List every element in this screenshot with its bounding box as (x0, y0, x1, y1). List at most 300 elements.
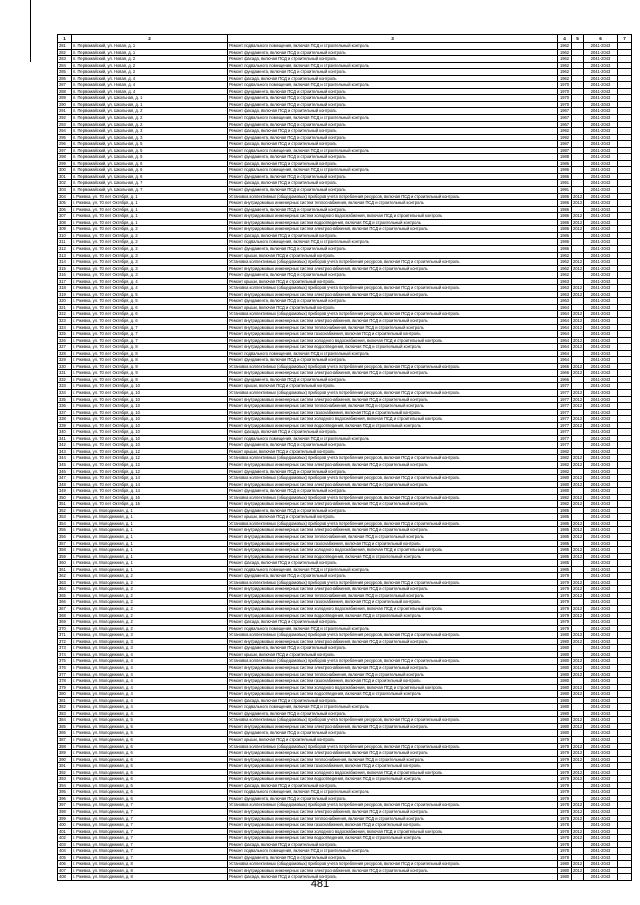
cell-work-type: Установка коллективных (общедомовых) приборов учета потребления ресурсов, включая ПСД и строительный контроль (228, 579, 558, 586)
cell-year-built: 1978 (558, 835, 572, 842)
cell-year-built: 1977 (558, 422, 572, 429)
cell-planned-period: 2041-2043 (584, 265, 618, 272)
cell-address: г. Ржевка, ул. Молодежная, д. 3 (72, 645, 228, 652)
cell-year-built: 1979 (558, 606, 572, 613)
cell-work-type: Ремонт фундамента, включая ПСД и строительный контроль (228, 442, 558, 449)
cell-work-type: Ремонт подвального помещения, включая ПСД и строительный контроль (228, 566, 558, 573)
cell-year-built: 1987 (558, 141, 572, 148)
cell-planned-period: 2041-2043 (584, 822, 618, 829)
cell-planned-period: 2041-2043 (584, 691, 618, 698)
cell-year-built: 1985 (558, 534, 572, 541)
cell-row-number: 320 (58, 298, 72, 305)
cell-work-type: Ремонт внутридомовых инженерных систем холодного водоснабжения, включая ПСД и строительный контроль (228, 416, 558, 423)
cell-work-type: Ремонт фундамента, включая ПСД и строительный контроль (228, 121, 558, 128)
cell-row-number: 349 (58, 488, 72, 495)
cell-work-type: Ремонт фасада, включая ПСД и строительный контроль (228, 782, 558, 789)
cell-address: г. Ржевка, ул. Молодежная, д. 7 (72, 848, 228, 855)
cell-planned-period: 2041-2043 (584, 789, 618, 796)
cell-year-built: 1992 (558, 134, 572, 141)
cell-year-built: 1980 (558, 710, 572, 717)
cell-planned-period: 2041-2043 (584, 475, 618, 482)
cell-planned-period: 2041-2043 (584, 579, 618, 586)
cell-planned-period: 2041-2043 (584, 684, 618, 691)
cell-work-type: Ремонт внутридомовых инженерных систем газоснабжения, включая ПСД и строительный контроль (228, 599, 558, 606)
cell-address: г. Ржевка, ул. Молодежная, д. 1 (72, 520, 228, 527)
cell-year-built: 1980 (558, 475, 572, 482)
cell-year-built: 1964 (558, 337, 572, 344)
cell-planned-period: 2041-2043 (584, 82, 618, 89)
cell-address: г. Ржевка, ул. Молодежная, д. 7 (72, 815, 228, 822)
cell-planned-period: 2041-2043 (584, 259, 618, 266)
cell-work-type: Установка коллективных (общедомовых) приборов учета потребления ресурсов, включая ПСД и строительный контроль (228, 658, 558, 665)
cell-planned-period: 2041-2043 (584, 324, 618, 331)
cell-row-number: 343 (58, 448, 72, 455)
cell-year-last-repair: 2012 (573, 403, 583, 409)
cell-year-built: 1979 (558, 789, 572, 796)
cell-planned-period: 2041-2043 (584, 160, 618, 167)
cell-row-number: 303 (58, 187, 72, 194)
cell-year-built: 1987 (558, 147, 572, 154)
cell-row-number: 322 (58, 311, 72, 318)
cell-work-type: Ремонт внутридомовых инженерных систем водоотведения, включая ПСД и строительный контроль (228, 612, 558, 619)
cell-planned-period: 2041-2043 (584, 95, 618, 102)
cell-address: п. Первомайский, ул. Новая, д. 2 (72, 62, 228, 69)
cell-work-type: Ремонт крыши, включая ПСД и строительный контроль (228, 278, 558, 285)
cell-planned-period: 2041-2043 (584, 750, 618, 757)
cell-planned-period: 2041-2043 (584, 815, 618, 822)
cell-address: г. Ржевка, ул. 70 лет Октября, д. 16 (72, 494, 228, 501)
cell-work-type: Ремонт фасада, включая ПСД и строительный контроль (228, 128, 558, 135)
cell-row-number: 342 (58, 442, 72, 449)
cell-year-built: 1962 (558, 69, 572, 76)
cell-work-type: Ремонт фундамента, включая ПСД и строительный контроль (228, 49, 558, 56)
cell-year-last-repair: 2012 (573, 265, 583, 271)
cell-year-last-repair: 2012 (573, 311, 583, 317)
cell-planned-period: 2041-2043 (584, 802, 618, 809)
cell-work-type: Ремонт внутридомовых инженерных систем водоотведения, включая ПСД и строительный контроль (228, 219, 558, 226)
cell-year-last-repair: 2012 (573, 475, 583, 481)
cell-work-type: Ремонт фасада, включая ПСД и строительный контроль (228, 232, 558, 239)
cell-work-type: Ремонт крыши, включая ПСД и строительный контроль (228, 736, 558, 743)
cell-planned-period: 2041-2043 (584, 62, 618, 69)
cell-year-built: 1980 (558, 678, 572, 685)
cell-planned-period: 2041-2043 (584, 43, 618, 50)
cell-year-built: 1978 (558, 854, 572, 861)
cell-row-number: 371 (58, 632, 72, 639)
cell-year-built: 1979 (558, 586, 572, 593)
cell-row-number: 283 (58, 56, 72, 63)
cell-planned-period: 2041-2043 (584, 658, 618, 665)
cell-row-number: 398 (58, 808, 72, 815)
cell-work-type: Ремонт внутридомовых инженерных систем электроснабжения, включая ПСД и строительный контроль (228, 586, 558, 593)
cell-work-type: Ремонт фундамента, включая ПСД и строительный контроль (228, 272, 558, 279)
cell-year-last-repair: 2012 (573, 226, 583, 232)
cell-year-last-repair: 2012 (573, 494, 583, 500)
cell-year-built: 1978 (558, 808, 572, 815)
cell-year-built: 1985 (558, 547, 572, 554)
cell-row-number: 313 (58, 252, 72, 259)
cell-year-last-repair: 2012 (573, 200, 583, 206)
cell-address: г. Ржевка, ул. 70 лет Октября, д. 12 (72, 468, 228, 475)
cell-address: г. Ржевка, ул. 70 лет Октября, д. 4 (72, 285, 228, 292)
cell-work-type: Ремонт внутридомовых инженерных систем теплоснабжения, включая ПСД и строительный контроль (228, 592, 558, 599)
cell-row-number: 281 (58, 43, 72, 50)
cell-planned-period: 2041-2043 (584, 357, 618, 364)
cell-year-built: 1963 (558, 298, 572, 305)
cell-address: г. Ржевка, ул. 70 лет Октября, д. 5 (72, 291, 228, 298)
cell-address: г. Ржевка, ул. 70 лет Октября, д. 12 (72, 462, 228, 469)
cell-work-type: Ремонт фундамента, включая ПСД и строительный контроль (228, 507, 558, 514)
cell-year-last-repair: 2012 (573, 219, 583, 225)
cell-year-built: 1991 (558, 180, 572, 187)
cell-year-built: 1978 (558, 828, 572, 835)
cell-planned-period: 2041-2043 (584, 115, 618, 122)
cell-year-built: 1986 (558, 219, 572, 226)
cell-row-number: 386 (58, 730, 72, 737)
cell-year-built: 1982 (558, 468, 572, 475)
cell-year-last-repair: 2012 (573, 534, 583, 540)
cell-year-built: 1977 (558, 416, 572, 423)
cell-address: п. Первомайский, ул. Школьная, д. 2 (72, 108, 228, 115)
cell-address: г. Ржевка, ул. 70 лет Октября, д. 2 (72, 239, 228, 246)
cell-work-type: Ремонт фасада, включая ПСД и строительный контроль (228, 560, 558, 567)
cell-row-number: 353 (58, 514, 72, 521)
cell-year-built: 1979 (558, 750, 572, 757)
cell-year-built: 1979 (558, 592, 572, 599)
cell-year-built: 1962 (558, 75, 572, 82)
cell-planned-period: 2041-2043 (584, 645, 618, 652)
cell-row-number: 296 (58, 141, 72, 148)
cell-planned-period: 2041-2043 (584, 213, 618, 220)
cell-address: г. Ржевка, ул. 70 лет Октября, д. 1 (72, 206, 228, 213)
cell-address: г. Ржевка, ул. Молодежная, д. 2 (72, 586, 228, 593)
cell-planned-period: 2041-2043 (584, 560, 618, 567)
cell-planned-period: 2041-2043 (584, 743, 618, 750)
cell-planned-period: 2041-2043 (584, 481, 618, 488)
cell-row-number: 326 (58, 337, 72, 344)
cell-planned-period: 2041-2043 (584, 638, 618, 645)
cell-address: п. Первомайский, ул. Новая, д. 4 (72, 75, 228, 82)
cell-year-built: 1979 (558, 795, 572, 802)
cell-year-built: 1964 (558, 317, 572, 324)
cell-work-type: Ремонт внутридомовых инженерных систем электроснабжения, включая ПСД и строительный контроль (228, 808, 558, 815)
cell-work-type: Ремонт фасада, включая ПСД и строительный контроль (228, 429, 558, 436)
cell-year-built: 1980 (558, 664, 572, 671)
cell-planned-period: 2041-2043 (584, 396, 618, 403)
cell-work-type: Ремонт фасада, включая ПСД и строительный контроль (228, 160, 558, 167)
cell-year-last-repair: 2012 (573, 586, 583, 592)
cell-planned-period: 2041-2043 (584, 416, 618, 423)
cell-address: г. Ржевка, ул. Молодежная, д. 2 (72, 599, 228, 606)
cell-address: г. Ржевка, ул. Молодежная, д. 4 (72, 684, 228, 691)
header-cell-year-built: 4 (558, 35, 572, 43)
cell-row-number: 323 (58, 317, 72, 324)
cell-planned-period: 2041-2043 (584, 429, 618, 436)
cell-address: п. Первомайский, ул. Новая, д. 4 (72, 82, 228, 89)
cell-address: п. Первомайский, ул. Школьная, д. 6 (72, 173, 228, 180)
cell-planned-period: 2041-2043 (584, 245, 618, 252)
cell-year-built: 1980 (558, 671, 572, 678)
cell-work-type: Ремонт внутридомовых инженерных систем электроснабжения, включая ПСД и строительный контроль (228, 481, 558, 488)
cell-address: г. Ржевка, ул. Молодежная, д. 7 (72, 835, 228, 842)
cell-row-number: 290 (58, 101, 72, 108)
cell-year-built: 1978 (558, 822, 572, 829)
cell-address: г. Ржевка, ул. 70 лет Октября, д. 7 (72, 331, 228, 338)
cell-row-number: 364 (58, 586, 72, 593)
cell-planned-period: 2041-2043 (584, 678, 618, 685)
cell-address: г. Ржевка, ул. 70 лет Октября, д. 10 (72, 429, 228, 436)
cell-year-built: 1966 (558, 370, 572, 377)
cell-address: п. Первомайский, ул. Школьная, д. 6 (72, 167, 228, 174)
cell-row-number: 380 (58, 691, 72, 698)
cell-work-type: Ремонт внутридомовых инженерных систем электроснабжения, включая ПСД и строительный контроль (228, 723, 558, 730)
cell-year-built: 1986 (558, 213, 572, 220)
cell-work-type: Ремонт фасада, включая ПСД и строительный контроль (228, 108, 558, 115)
cell-row-number: 368 (58, 612, 72, 619)
cell-planned-period: 2041-2043 (584, 376, 618, 383)
cell-address: п. Первомайский, ул. Школьная, д. 7 (72, 187, 228, 194)
cell-planned-period: 2041-2043 (584, 651, 618, 658)
cell-year-built: 1985 (558, 566, 572, 573)
cell-row-number: 336 (58, 403, 72, 410)
cell-planned-period: 2041-2043 (584, 501, 618, 508)
cell-year-last-repair: 2012 (573, 337, 583, 343)
cell-work-type: Ремонт внутридомовых инженерных систем теплоснабжения, включая ПСД и строительный контроль (228, 403, 558, 410)
cell-work-type: Ремонт внутридомовых инженерных систем водоотведения, включая ПСД и строительный контроль (228, 691, 558, 698)
cell-address: г. Ржевка, ул. 70 лет Октября, д. 9 (72, 376, 228, 383)
cell-planned-period: 2041-2043 (584, 49, 618, 56)
cell-row-number: 359 (58, 553, 72, 560)
cell-work-type: Ремонт крыши, включая ПСД и строительный контроль (228, 448, 558, 455)
cell-year-last-repair: 2012 (573, 802, 583, 808)
cell-planned-period: 2041-2043 (584, 867, 618, 874)
cell-address: г. Ржевка, ул. 70 лет Октября, д. 2 (72, 232, 228, 239)
cell-work-type: Ремонт внутридомовых инженерных систем электроснабжения, включая ПСД и строительный контроль (228, 527, 558, 534)
cell-year-built: 1979 (558, 756, 572, 763)
cell-address: г. Ржевка, ул. Молодежная, д. 4 (72, 664, 228, 671)
cell-work-type: Ремонт крыши, включая ПСД и строительный контроль (228, 651, 558, 658)
cell-planned-period: 2041-2043 (584, 730, 618, 737)
cell-address: г. Ржевка, ул. 70 лет Октября, д. 7 (72, 337, 228, 344)
cell-address: г. Ржевка, ул. 70 лет Октября, д. 8 (72, 350, 228, 357)
cell-address: п. Первомайский, ул. Школьная, д. 2 (72, 121, 228, 128)
cell-row-number: 284 (58, 62, 72, 69)
cell-planned-period: 2041-2043 (584, 278, 618, 285)
cell-row-number: 401 (58, 828, 72, 835)
cell-year-last-repair: 2012 (573, 344, 583, 350)
cell-year-last-repair: 2012 (573, 481, 583, 487)
cell-year-built: 1977 (558, 442, 572, 449)
cell-year-last-repair: 2012 (573, 396, 583, 402)
cell-planned-period: 2041-2043 (584, 134, 618, 141)
cell-address: п. Первомайский, ул. Новая, д. 1 (72, 43, 228, 50)
cell-year-last-repair: 2012 (573, 664, 583, 670)
cell-work-type: Ремонт внутридомовых инженерных систем газоснабжения, включая ПСД и строительный контроль (228, 763, 558, 770)
cell-row-number: 377 (58, 671, 72, 678)
cell-work-type: Ремонт внутридомовых инженерных систем электроснабжения, включая ПСД и строительный контроль (228, 664, 558, 671)
cell-work-type: Ремонт подвального помещения, включая ПСД и строительный контроль (228, 848, 558, 855)
cell-year-built: 1980 (558, 632, 572, 639)
cell-year-built: 1982 (558, 501, 572, 508)
cell-planned-period: 2041-2043 (584, 717, 618, 724)
cell-planned-period: 2041-2043 (584, 291, 618, 298)
cell-work-type: Ремонт внутридомовых инженерных систем водоотведения, включая ПСД и строительный контроль (228, 553, 558, 560)
cell-year-built: 1980 (558, 684, 572, 691)
cell-year-built: 1991 (558, 187, 572, 194)
cell-work-type: Ремонт внутридомовых инженерных систем холодного водоснабжения, включая ПСД и строительный контроль (228, 769, 558, 776)
cell-row-number: 327 (58, 344, 72, 351)
cell-year-built: 1986 (558, 239, 572, 246)
cell-year-built: 1985 (558, 527, 572, 534)
cell-address: г. Ржевка, ул. 70 лет Октября, д. 6 (72, 317, 228, 324)
cell-planned-period: 2041-2043 (584, 75, 618, 82)
cell-work-type: Ремонт внутридомовых инженерных систем электроснабжения, включая ПСД и строительный контроль (228, 226, 558, 233)
cell-row-number: 332 (58, 376, 72, 383)
cell-year-built: 1979 (558, 599, 572, 606)
cell-work-type: Ремонт внутридомовых инженерных систем теплоснабжения, включая ПСД и строительный контроль (228, 534, 558, 541)
cell-year-last-repair: 2012 (573, 808, 583, 814)
cell-work-type: Ремонт подвального помещения, включая ПСД и строительный контроль (228, 147, 558, 154)
cell-year-built: 1985 (558, 507, 572, 514)
cell-work-type: Ремонт фасада, включая ПСД и строительный контроль (228, 874, 558, 881)
cell-work-type: Ремонт фундамента, включая ПСД и строительный контроль (228, 187, 558, 194)
cell-planned-period: 2041-2043 (584, 56, 618, 63)
cell-address: г. Ржевка, ул. Молодежная, д. 6 (72, 789, 228, 796)
cell-work-type: Установка коллективных (общедомовых) приборов учета потребления ресурсов, включая ПСД и строительный контроль (228, 520, 558, 527)
cell-row-number: 363 (58, 579, 72, 586)
cell-work-type: Ремонт подвального помещения, включая ПСД и строительный контроль (228, 704, 558, 711)
cell-year-built: 1985 (558, 520, 572, 527)
cell-row-number: 335 (58, 396, 72, 403)
cell-planned-period: 2041-2043 (584, 671, 618, 678)
cell-address: г. Ржевка, ул. Молодежная, д. 7 (72, 808, 228, 815)
cell-row-number: 325 (58, 331, 72, 338)
cell-address: г. Ржевка, ул. Молодежная, д. 6 (72, 795, 228, 802)
binding-line (30, 0, 31, 62)
cell-row-number: 333 (58, 383, 72, 390)
cell-address: г. Ржевка, ул. 70 лет Октября, д. 14 (72, 475, 228, 482)
cell-year-built: 1985 (558, 560, 572, 567)
cell-planned-period: 2041-2043 (584, 141, 618, 148)
cell-year-last-repair: 2012 (573, 553, 583, 559)
cell-row-number: 384 (58, 717, 72, 724)
cell-year-built: 1962 (558, 62, 572, 69)
cell-address: г. Ржевка, ул. 70 лет Октября, д. 16 (72, 501, 228, 508)
cell-row-number: 379 (58, 684, 72, 691)
cell-row-number: 375 (58, 658, 72, 665)
cell-work-type: Установка коллективных (общедомовых) приборов учета потребления ресурсов, включая ПСД и строительный контроль (228, 475, 558, 482)
cell-planned-period: 2041-2043 (584, 586, 618, 593)
cell-planned-period: 2041-2043 (584, 828, 618, 835)
cell-year-built: 1964 (558, 311, 572, 318)
cell-row-number: 319 (58, 291, 72, 298)
cell-work-type: Установка коллективных (общедомовых) приборов учета потребления ресурсов, включая ПСД и строительный контроль (228, 193, 558, 200)
cell-year-last-repair: 2012 (573, 867, 583, 873)
cell-row-number: 373 (58, 645, 72, 652)
cell-address: г. Ржевка, ул. Молодежная, д. 8 (72, 861, 228, 868)
cell-row-number: 288 (58, 88, 72, 95)
cell-row-number: 293 (58, 121, 72, 128)
cell-work-type: Установка коллективных (общедомовых) приборов учета потребления ресурсов, включая ПСД и строительный контроль (228, 455, 558, 462)
cell-year-built: 1985 (558, 553, 572, 560)
cell-planned-period: 2041-2043 (584, 252, 618, 259)
cell-row-number: 301 (58, 173, 72, 180)
cell-address: г. Ржевка, ул. Молодежная, д. 1 (72, 527, 228, 534)
cell-work-type: Ремонт внутридомовых инженерных систем водоотведения, включая ПСД и строительный контроль (228, 422, 558, 429)
cell-row-number: 317 (58, 278, 72, 285)
cell-planned-period: 2041-2043 (584, 154, 618, 161)
cell-row-number: 378 (58, 678, 72, 685)
cell-work-type: Установка коллективных (общедомовых) приборов учета потребления ресурсов, включая ПСД и строительный контроль (228, 717, 558, 724)
cell-year-last-repair: 2012 (573, 815, 583, 821)
cell-work-type: Ремонт фасада, включая ПСД и строительный контроль (228, 619, 558, 626)
cell-address: г. Ржевка, ул. Молодежная, д. 2 (72, 612, 228, 619)
cell-row-number: 286 (58, 75, 72, 82)
cell-row-number: 367 (58, 606, 72, 613)
cell-planned-period: 2041-2043 (584, 298, 618, 305)
cell-address: г. Ржевка, ул. Молодежная, д. 4 (72, 697, 228, 704)
cell-planned-period: 2041-2043 (584, 403, 618, 410)
cell-address: г. Ржевка, ул. Молодежная, д. 2 (72, 606, 228, 613)
cell-row-number: 348 (58, 481, 72, 488)
cell-year-built: 1985 (558, 540, 572, 547)
cell-year-built: 1979 (558, 776, 572, 783)
cell-year-built: 1980 (558, 704, 572, 711)
cell-work-type: Ремонт фасада, включая ПСД и строительный контроль (228, 56, 558, 63)
cell-work-type: Ремонт фундамента, включая ПСД и строительный контроль (228, 101, 558, 108)
cell-address: г. Ржевка, ул. 70 лет Октября, д. 1 (72, 219, 228, 226)
cell-year-last-repair: 2012 (573, 389, 583, 395)
cell-address: г. Ржевка, ул. Молодежная, д. 1 (72, 553, 228, 560)
cell-row-number: 321 (58, 304, 72, 311)
cell-address: г. Ржевка, ул. Молодежная, д. 8 (72, 867, 228, 874)
cell-row-number: 309 (58, 226, 72, 233)
cell-address: г. Ржевка, ул. 70 лет Октября, д. 10 (72, 396, 228, 403)
cell-row-number: 356 (58, 534, 72, 541)
cell-address: г. Ржевка, ул. Молодежная, д. 2 (72, 619, 228, 626)
cell-address: г. Ржевка, ул. Молодежная, д. 2 (72, 625, 228, 632)
cell-address: г. Ржевка, ул. Молодежная, д. 4 (72, 651, 228, 658)
cell-row-number: 405 (58, 854, 72, 861)
cell-planned-period: 2041-2043 (584, 599, 618, 606)
cell-planned-period: 2041-2043 (584, 462, 618, 469)
cell-row-number: 305 (58, 200, 72, 207)
cell-row-number: 298 (58, 154, 72, 161)
cell-row-number: 295 (58, 134, 72, 141)
cell-planned-period: 2041-2043 (584, 874, 618, 881)
cell-address: г. Ржевка, ул. Молодежная, д. 5 (72, 717, 228, 724)
cell-work-type: Ремонт фасада, включая ПСД и строительный контроль (228, 75, 558, 82)
cell-year-last-repair: 2012 (573, 606, 583, 612)
cell-year-last-repair: 2012 (573, 861, 583, 867)
cell-row-number: 369 (58, 619, 72, 626)
cell-address: г. Ржевка, ул. Молодежная, д. 2 (72, 579, 228, 586)
cell-work-type: Ремонт подвального помещения, включая ПСД и строительный контроль (228, 350, 558, 357)
cell-planned-period: 2041-2043 (584, 383, 618, 390)
cell-planned-period: 2041-2043 (584, 442, 618, 449)
cell-year-built: 1979 (558, 769, 572, 776)
cell-address: г. Ржевка, ул. Молодежная, д. 1 (72, 566, 228, 573)
cell-planned-period: 2041-2043 (584, 835, 618, 842)
cell-year-built: 1979 (558, 736, 572, 743)
cell-address: п. Первомайский, ул. Школьная, д. 2 (72, 115, 228, 122)
cell-year-last-repair: 2012 (573, 462, 583, 467)
cell-address: г. Ржевка, ул. Молодежная, д. 6 (72, 750, 228, 757)
cell-planned-period: 2041-2043 (584, 101, 618, 108)
cell-year-last-repair: 2012 (573, 717, 583, 723)
cell-row-number: 357 (58, 540, 72, 547)
cell-year-built: 1963 (558, 285, 572, 292)
